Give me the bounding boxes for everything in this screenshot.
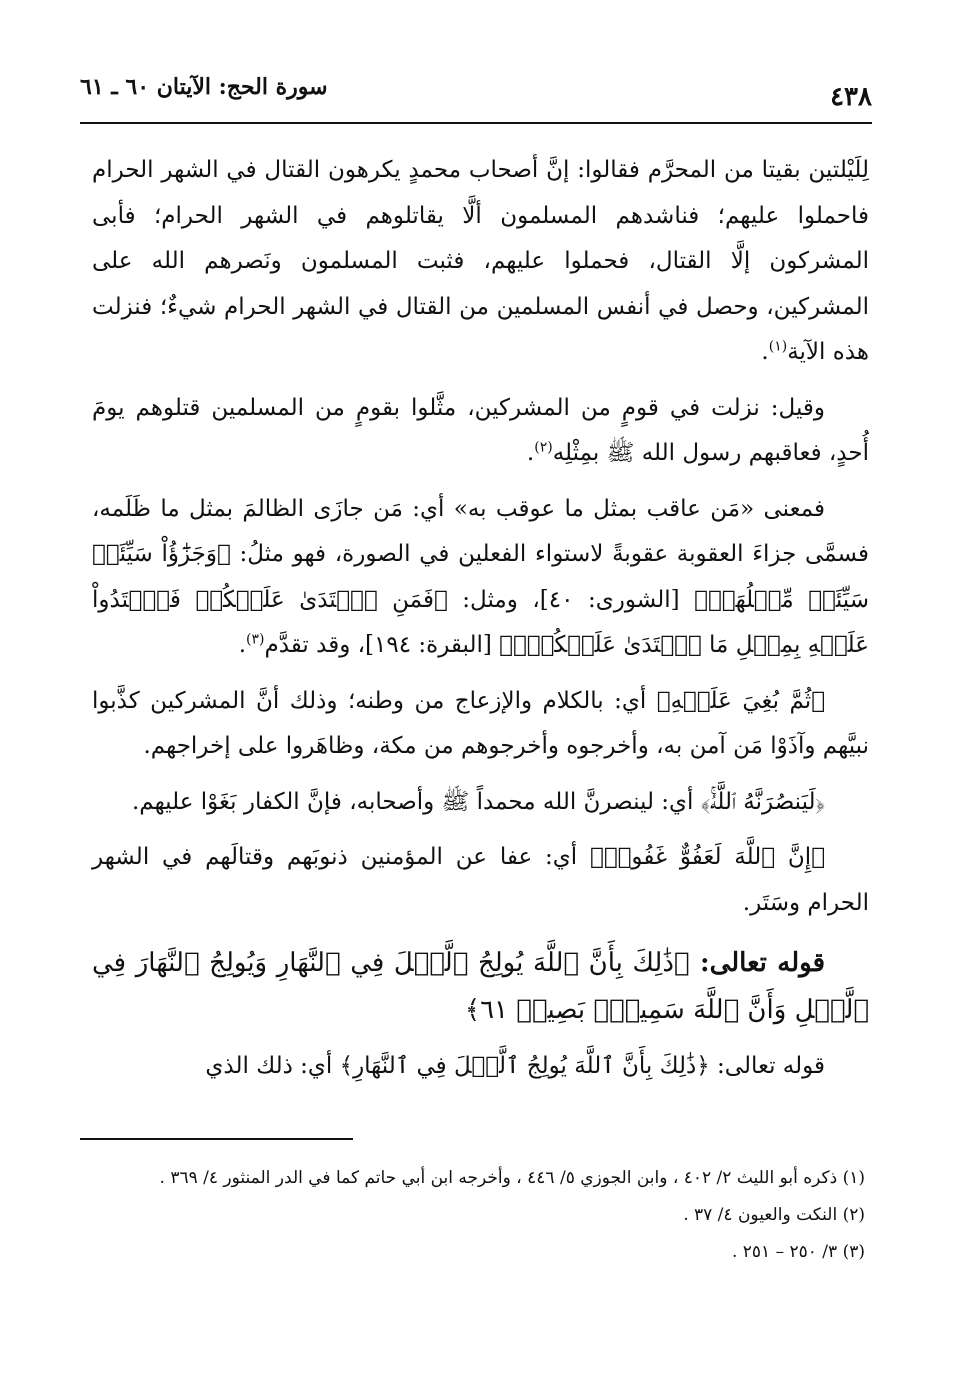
running-title: سورة الحج: الآيتان ٦٠ ـ ٦١ (80, 74, 328, 100)
verse-heading (92, 940, 869, 1034)
main-text (92, 148, 869, 1100)
page-header (80, 68, 872, 124)
paragraph-5: ﴿لَيَنصُرَنَّهُ ٱللَّهُۚ﴾ أي: لينصرنَّ الله محمداً ﷺ وأصحابه، فإنَّ الكفار بَغَوْا عليهم. (131, 788, 825, 815)
footnotes (84, 1162, 865, 1273)
paragraph-text: فمعنى «مَن عاقب بمثل ما عوقب به» أي: مَن جازَى الظالمَ بمثل ما ظَلَمه، فسمَّى جزاءَ العقوبة عقوبةً لاستواء الفعلين في الصورة، فهو مثلُ: ﴿وَجَزَٰٓؤُاْ سَيِّئَةٖ سَيِّئَةٞ مِّثۡلُهَاۖ﴾ [الشورى: ٤٠]، ومثل: ﴿فَمَنِ ٱعۡتَدَىٰ عَلَيۡكُمۡ فَٱعۡتَدُواْ عَلَيۡهِ بِمِثۡلِ مَا ٱعۡتَدَىٰ عَلَيۡكُمۡۚ﴾ [البقرة: ١٩٤]، وقد تقدَّم (92, 495, 870, 658)
paragraph-end: . (526, 440, 535, 466)
page-number: ٤٣٨ (830, 82, 872, 112)
footnote-ref-3[interactable]: (٣) (246, 631, 265, 648)
paragraph-2 (92, 386, 869, 477)
paragraph-6: ﴿إِنَّ ٱللَّهَ لَعَفُوٌّ غَفُورٞ﴾ أي: عفا عن المؤمنين ذنوبَهم وقتالَهم في الشهر الحرام وسَتَر. (92, 844, 869, 916)
footnote-3: (٣) ٣/ ٢٥٠ – ٢٥١ . (731, 1242, 865, 1262)
paragraph-1 (92, 148, 869, 376)
footnote-ref-1[interactable]: (١) (768, 338, 788, 355)
paragraph-7: قوله تعالى: ﴿ذَٰلِكَ بِأَنَّ ٱللَّهَ يُولِجُ ٱلَّيۡلَ فِي ٱلنَّهَارِ﴾ أي: ذلك الذي (205, 1053, 825, 1079)
quran-verse: ﴿ذَٰلِكَ بِأَنَّ ٱللَّهَ يُولِجُ ٱلَّيۡلَ فِي ٱلنَّهَارِ وَيُولِجُ ٱلنَّهَارَ فِي ٱلَّيۡلِ وَأَنَّ ٱللَّهَ سَمِيعُۢ بَصِيرٞ ٦١﴾ (92, 948, 869, 1025)
paragraph-text: وقيل: نزلت في قومٍ من المشركين، مثَّلوا بقومٍ من المسلمين قتلوهم يومَ أُحدٍ، فعاقبهم رسول الله ﷺ بمِثْلِه (92, 394, 869, 466)
paragraph-3 (92, 487, 869, 669)
paragraph-4: ﴿ثُمَّ بُغِيَ عَلَيۡهِ﴾ أي: بالكلام والإزعاج من وطنه؛ وذلك أنَّ المشركين كذَّبوا نبيَّهم وآذَوْا مَن آمن به، وأخرجوه وأخرجوهم من مكة، وظاهَروا على إخراجهم. (92, 687, 869, 759)
footnote-ref-2[interactable]: (٢) (534, 439, 553, 456)
paragraph-end: . (761, 339, 769, 365)
paragraph-end: . (238, 632, 247, 658)
paragraph-text: لِلَيْلتين بقيتا من المحرَّم فقالوا: إنَّ أصحاب محمدٍ يكرهون القتال في الشهر الحرام فاحملوا عليهم؛ فناشدهم المسلمون ألَّا يقاتلوهم في الشهر الحرام؛ فأبى المشركون إلَّا القتال، فحملوا عليهم، فثبت المسلمون ونَصرهم الله على المشركين، وحصل في أنفس المسلمين من القتال في الشهر الحرام شيءٌ؛ فنزلت هذه الآية (92, 157, 869, 365)
footnote-1: (١) ذكره أبو الليث ٢/ ٤٠٢ ، وابن الجوزي ٥/ ٤٤٦ ، وأخرجه ابن أبي حاتم كما في الدر المنثور ٤/ ٣٦٩ . (159, 1168, 865, 1188)
footnote-2: (٢) النكت والعيون ٤/ ٣٧ . (683, 1205, 865, 1225)
footnote-separator (80, 1138, 353, 1140)
verse-intro: قوله تعالى: (699, 948, 825, 978)
